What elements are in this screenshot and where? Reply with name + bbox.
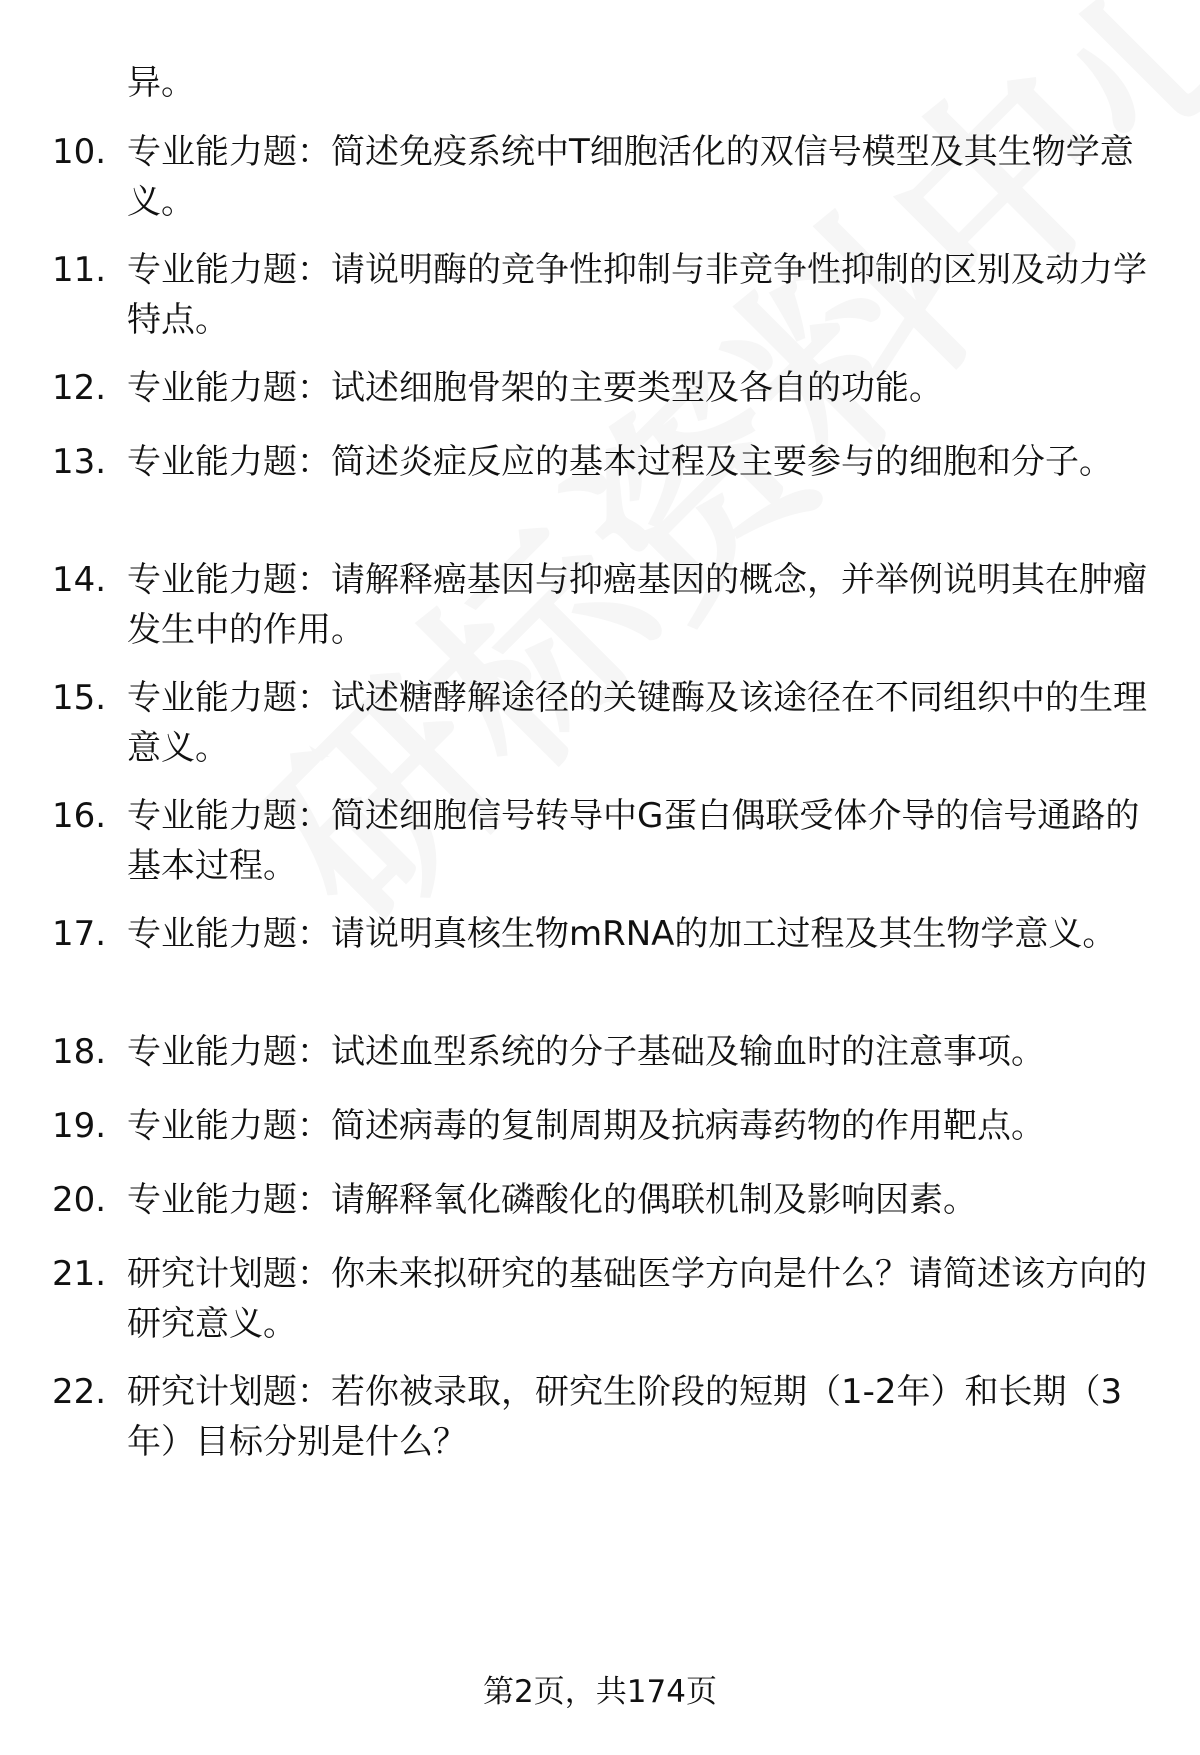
question-text: 专业能力题：试述细胞骨架的主要类型及各自的功能。 — [127, 368, 943, 408]
question-text: 专业能力题：请解释癌基因与抑癌基因的概念，并举例说明其在肿瘤发生中的作用。 — [127, 560, 1147, 650]
question-text: 专业能力题：简述病毒的复制周期及抗病毒药物的作用靶点。 — [127, 1106, 1045, 1146]
question-number: 18. — [52, 1032, 107, 1072]
question-number: 20. — [52, 1180, 107, 1220]
question-number: 22. — [52, 1372, 107, 1412]
question-number: 12. — [52, 368, 107, 408]
question-number: 16. — [52, 796, 107, 836]
question-text: 专业能力题：简述炎症反应的基本过程及主要参与的细胞和分子。 — [127, 442, 1113, 482]
question-number: 13. — [52, 442, 107, 482]
question-text: 专业能力题：请说明酶的竞争性抑制与非竞争性抑制的区别及动力学特点。 — [127, 250, 1147, 340]
question-text: 研究计划题：若你被录取，研究生阶段的短期（1-2年）和长期（3年）目标分别是什么？ — [127, 1372, 1123, 1462]
question-text: 专业能力题：试述糖酵解途径的关键酶及该途径在不同组织中的生理意义。 — [127, 678, 1147, 768]
question-text: 专业能力题：简述免疫系统中T细胞活化的双信号模型及其生物学意义。 — [127, 132, 1134, 222]
question-text: 专业能力题：请解释氧化磷酸化的偶联机制及影响因素。 — [127, 1180, 977, 1220]
question-number: 14. — [52, 560, 107, 600]
question-number: 11. — [52, 250, 107, 290]
question-number: 19. — [52, 1106, 107, 1146]
question-number: 17. — [52, 914, 107, 954]
page-footer: 第2页，共174页 — [483, 1674, 717, 1710]
previous-question-continuation: 异。 — [127, 63, 195, 103]
question-text: 专业能力题：试述血型系统的分子基础及输血时的注意事项。 — [127, 1032, 1045, 1072]
question-text: 专业能力题：简述细胞信号转导中G蛋白偶联受体介导的信号通路的基本过程。 — [127, 796, 1140, 886]
question-number: 21. — [52, 1254, 107, 1294]
question-text: 专业能力题：请说明真核生物mRNA的加工过程及其生物学意义。 — [127, 914, 1117, 954]
question-number: 10. — [52, 132, 107, 172]
question-text: 研究计划题：你未来拟研究的基础医学方向是什么？请简述该方向的研究意义。 — [127, 1254, 1147, 1344]
question-number: 15. — [52, 678, 107, 718]
